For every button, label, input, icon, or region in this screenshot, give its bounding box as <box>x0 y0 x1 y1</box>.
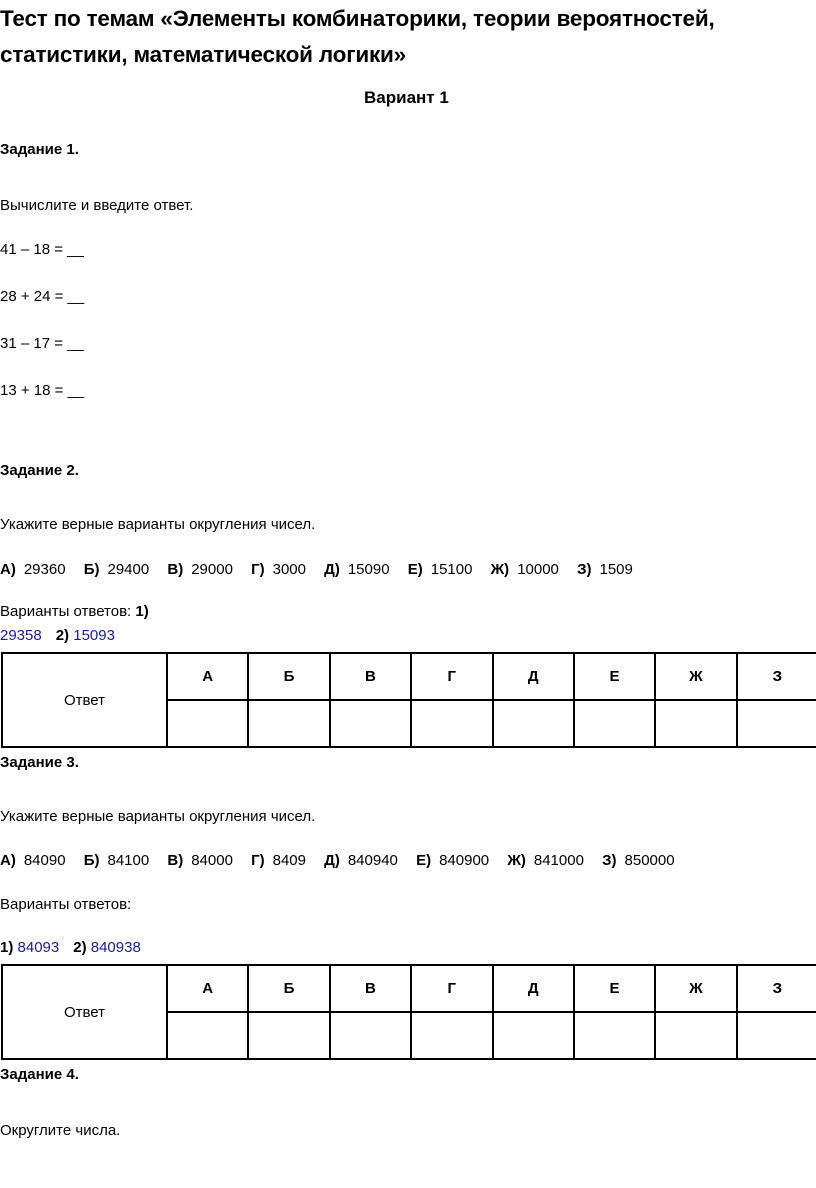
option-value: 3000 <box>272 561 306 578</box>
task1-expression-2: 28 + 24 = __ <box>0 288 85 305</box>
document-title-line-1: Тест по темам «Элементы комбинаторики, теории вероятностей, <box>0 6 715 31</box>
option-letter: Ж) <box>507 852 526 869</box>
task3-answers-label: Варианты ответов: <box>0 896 132 913</box>
answers-label: Варианты ответов: <box>0 603 136 620</box>
option-value: 8409 <box>272 852 306 869</box>
answer-row-label: Ответ <box>2 653 167 747</box>
document-title-line-2: статистики, математической логики» <box>0 42 407 67</box>
answer-cell[interactable] <box>411 1012 492 1059</box>
option-letter: А) <box>0 561 16 578</box>
answer-cell[interactable] <box>167 1012 248 1059</box>
option-letter: Г) <box>251 852 265 869</box>
option-value: 29000 <box>191 561 233 578</box>
answer-value: 84093 <box>17 939 60 956</box>
task2-options <box>0 561 633 578</box>
answer-cell[interactable] <box>574 700 655 747</box>
task3-instruction: Укажите верные варианты округления чисел. <box>0 808 316 825</box>
option-letter: Г) <box>251 561 265 578</box>
column-header: Е <box>574 653 655 700</box>
option-letter: В) <box>167 561 184 578</box>
task3-answers-line <box>0 939 141 956</box>
task2-heading: Задание 2. <box>0 462 79 479</box>
column-header: Д <box>493 965 574 1012</box>
task2-answer-table <box>1 652 816 748</box>
option-letter: Б) <box>83 852 100 869</box>
variant-heading: Вариант 1 <box>364 88 449 107</box>
option-value: 29400 <box>107 561 150 578</box>
answer-cell[interactable] <box>493 1012 574 1059</box>
answer-row-label: Ответ <box>2 965 167 1059</box>
task1-heading: Задание 1. <box>0 141 79 158</box>
column-header: Г <box>411 965 492 1012</box>
option-letter: В) <box>167 852 184 869</box>
answer-cell[interactable] <box>737 1012 816 1059</box>
answer-cell[interactable] <box>737 700 816 747</box>
column-header: З <box>737 653 816 700</box>
column-header: А <box>167 653 248 700</box>
task2-answers-label-line <box>0 603 149 620</box>
column-header: Д <box>493 653 574 700</box>
column-header: Ж <box>655 653 736 700</box>
answer-value: 15093 <box>73 627 115 644</box>
task1-expression-3: 31 – 17 = __ <box>0 335 84 352</box>
column-header: Г <box>411 653 492 700</box>
column-header: В <box>330 965 411 1012</box>
answer-number: 2) <box>55 627 70 644</box>
answer-cell[interactable] <box>330 700 411 747</box>
column-header: Е <box>574 965 655 1012</box>
task2-instruction: Укажите верные варианты округления чисел. <box>0 516 316 533</box>
option-letter: Б) <box>83 561 100 578</box>
column-header: Ж <box>655 965 736 1012</box>
answer-cell[interactable] <box>574 1012 655 1059</box>
task1-expression-1: 41 – 18 = __ <box>0 241 84 258</box>
column-header: А <box>167 965 248 1012</box>
task1-instruction: Вычислите и введите ответ. <box>0 197 194 214</box>
option-value: 84000 <box>191 852 233 869</box>
task2-answers-line <box>0 627 115 644</box>
option-value: 29360 <box>23 561 66 578</box>
answer-cell[interactable] <box>655 1012 736 1059</box>
option-letter: З) <box>577 561 592 578</box>
option-value: 84090 <box>23 852 66 869</box>
answer-cell[interactable] <box>330 1012 411 1059</box>
answer-cell[interactable] <box>248 1012 329 1059</box>
answer-cell[interactable] <box>248 700 329 747</box>
option-letter: Е) <box>416 852 432 869</box>
option-letter: З) <box>602 852 617 869</box>
answer-number: 1) <box>135 603 149 620</box>
option-letter: А) <box>0 852 16 869</box>
option-value: 84100 <box>107 852 150 869</box>
option-value: 10000 <box>517 561 559 578</box>
answer-number: 2) <box>73 939 87 956</box>
option-value: 840900 <box>439 852 490 869</box>
option-value: 840940 <box>347 852 398 869</box>
option-letter: Д) <box>324 561 340 578</box>
column-header: В <box>330 653 411 700</box>
task3-answer-table <box>1 964 816 1060</box>
column-header: Б <box>248 653 329 700</box>
column-header: Б <box>248 965 329 1012</box>
task1-expression-4: 13 + 18 = __ <box>0 382 85 399</box>
answer-value: 840938 <box>90 939 141 956</box>
option-value: 15090 <box>347 561 390 578</box>
task3-options <box>0 852 675 869</box>
task4-heading: Задание 4. <box>0 1066 79 1083</box>
option-letter: Е) <box>407 561 423 578</box>
answer-value: 29358 <box>0 627 42 644</box>
option-value: 841000 <box>533 852 584 869</box>
option-value: 15100 <box>430 561 473 578</box>
option-value: 850000 <box>624 852 675 869</box>
answer-number: 1) <box>0 939 14 956</box>
option-letter: Ж) <box>490 561 510 578</box>
task3-heading: Задание 3. <box>0 754 79 771</box>
task4-instruction: Округлите числа. <box>0 1122 121 1139</box>
column-header: З <box>737 965 816 1012</box>
option-letter: Д) <box>324 852 340 869</box>
answer-cell[interactable] <box>167 700 248 747</box>
answer-cell[interactable] <box>493 700 574 747</box>
answer-cell[interactable] <box>411 700 492 747</box>
answer-cell[interactable] <box>655 700 736 747</box>
option-value: 1509 <box>599 561 633 578</box>
